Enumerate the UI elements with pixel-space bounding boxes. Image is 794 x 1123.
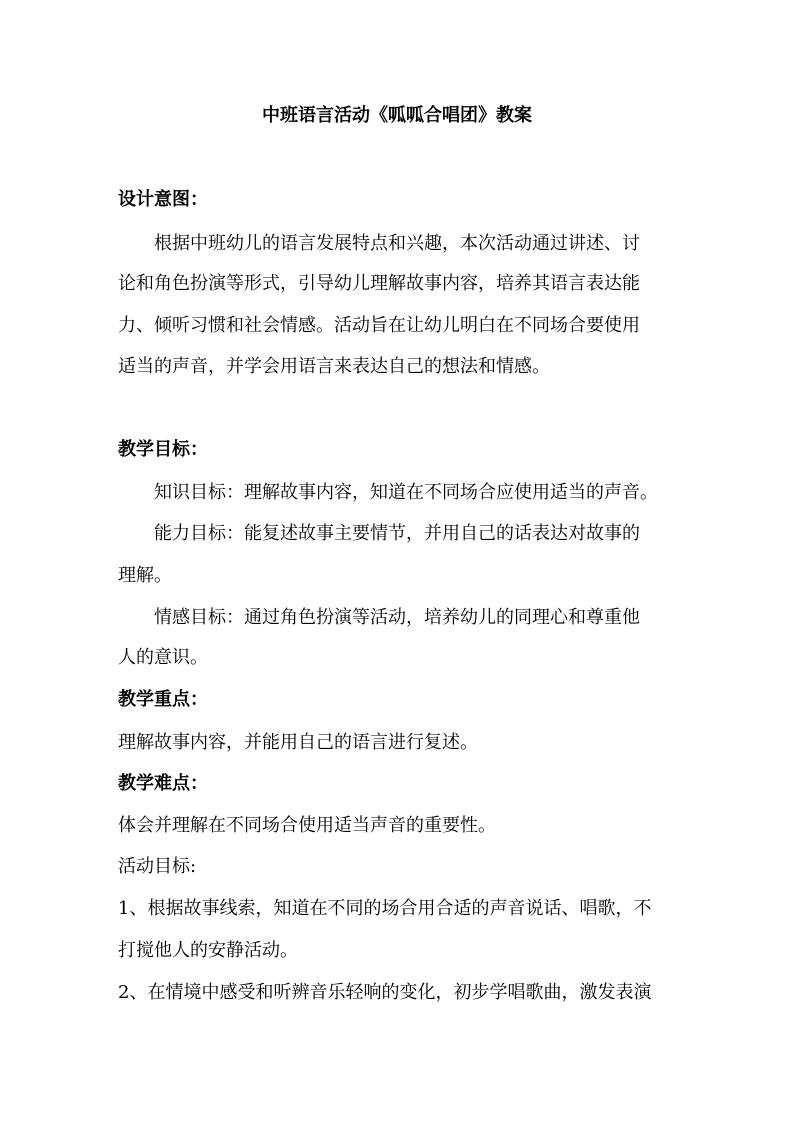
activity-goal-1-line-2: 打搅他人的安静活动。 [118, 940, 298, 961]
activity-goals-heading: 活动目标: [118, 856, 197, 877]
ability-goal-line-1: 能力目标：能复述故事主要情节，并用自己的话表达对故事的 [154, 523, 640, 544]
design-intent-line-3: 力、倾听习惯和社会情感。活动旨在让幼儿明白在不同场合要使用 [118, 315, 640, 336]
activity-goal-2-line-1: 2、在情境中感受和听辨音乐轻响的变化，初步学唱歌曲，激发表演 [118, 982, 652, 1003]
design-intent-line-4: 适当的声音，并学会用语言来表达自己的想法和情感。 [118, 356, 550, 377]
emotion-goal-line-1: 情感目标：通过角色扮演等活动，培养幼儿的同理心和尊重他 [154, 607, 640, 628]
document-title: 中班语言活动《呱呱合唱团》教案 [262, 105, 532, 126]
difficulties-heading: 教学难点： [118, 773, 208, 794]
key-points-text: 理解故事内容，并能用自己的语言进行复述。 [118, 732, 478, 753]
difficulties-text: 体会并理解在不同场合使用适当声音的重要性。 [118, 815, 496, 836]
key-points-heading: 教学重点： [118, 689, 208, 710]
knowledge-goal: 知识目标：理解故事内容，知道在不同场合应使用适当的声音。 [154, 482, 658, 503]
emotion-goal-line-2: 人的意识。 [118, 647, 208, 668]
ability-goal-line-2: 理解。 [118, 565, 172, 586]
design-intent-heading: 设计意图： [118, 189, 208, 210]
teaching-goals-heading: 教学目标： [118, 439, 208, 460]
design-intent-line-2: 论和角色扮演等形式，引导幼儿理解故事内容，培养其语言表达能 [118, 273, 640, 294]
design-intent-line-1: 根据中班幼儿的语言发展特点和兴趣，本次活动通过讲述、讨 [154, 233, 640, 254]
activity-goal-1-line-1: 1、根据故事线索，知道在不同的场合用合适的声音说话、唱歌，不 [118, 898, 652, 919]
